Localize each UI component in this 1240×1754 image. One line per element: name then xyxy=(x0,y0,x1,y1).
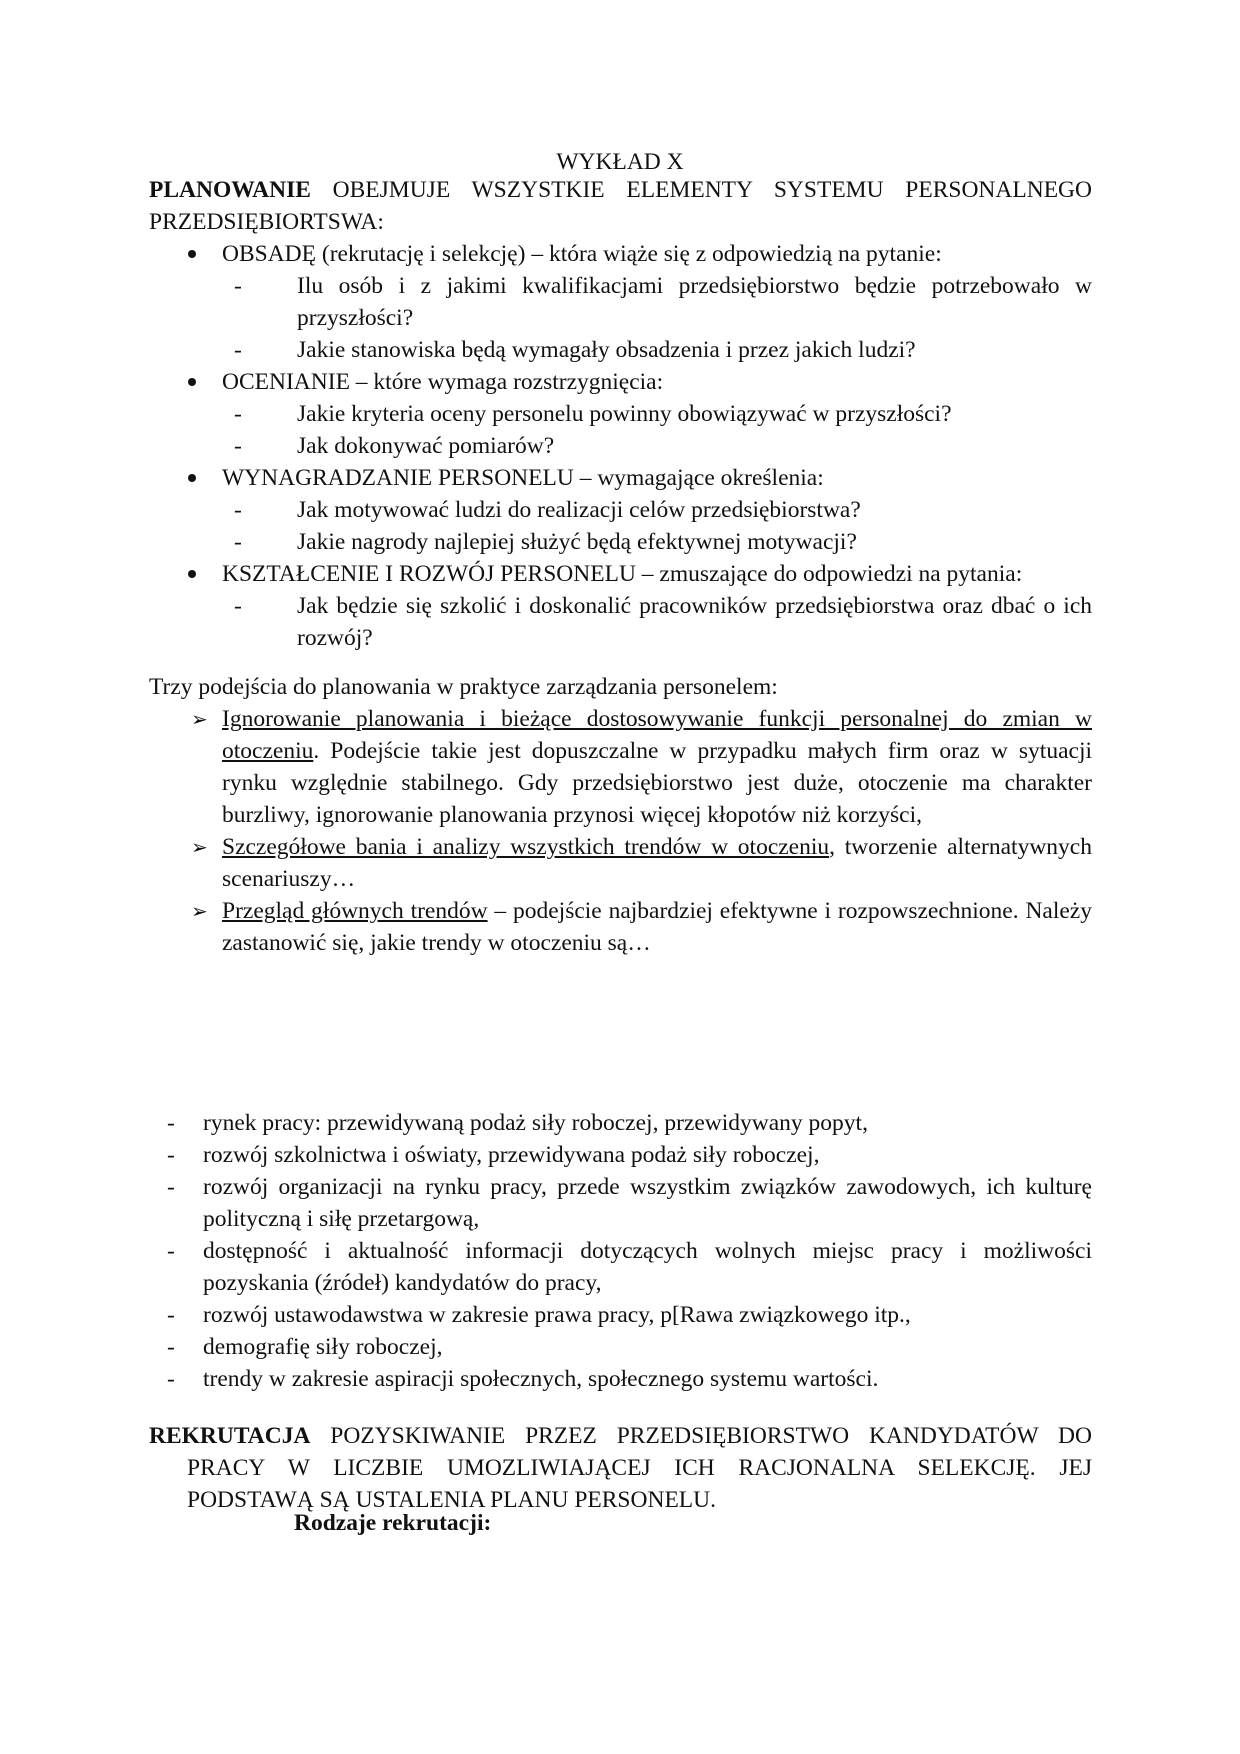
recruitment-heading-text: POZYSKIWANIE PRZEZ PRZEDSIĘBIORSTWO KANDYDATÓW DO PRACY W LICZBIE UMOZLIWIAJĄCEJ ICH RACJONALNA SELEKCJĘ. JEJ PODSTAWĄ SĄ USTALENIA PLANU PERSONELU. xyxy=(187,1423,1092,1513)
dash-icon: - xyxy=(167,1238,175,1264)
dash-icon: - xyxy=(167,1366,175,1392)
dash-icon: - xyxy=(234,497,242,523)
trend-item xyxy=(149,1171,1092,1235)
planning-subitem-text: Jakie kryteria oceny personelu powinny obowiązywać w przyszłości? xyxy=(297,401,952,427)
trend-item xyxy=(149,1363,1092,1395)
trend-text: rozwój organizacji na rynku pracy, przede wszystkim związków zawodowych, ich kulturę polityczną i siłę przetargową, xyxy=(203,1174,1092,1232)
trend-text: demografię siły roboczej, xyxy=(203,1334,443,1360)
planning-item-lead: OBSADĘ (rekrutację i selekcję) xyxy=(222,241,526,267)
planning-item-text: – zmuszające do odpowiedzi na pytania: xyxy=(635,561,1023,587)
planning-subitem-text: Jakie stanowiska będą wymagały obsadzenia i przez jakich ludzi? xyxy=(297,337,916,363)
recruitment-types-text: Rodzaje rekrutacji: xyxy=(294,1510,492,1536)
trend-item xyxy=(149,1331,1092,1363)
planning-item-text: – które wymaga rozstrzygnięcia: xyxy=(349,369,664,395)
bullet-icon xyxy=(188,250,196,258)
arrow-bullet-icon: ➢ xyxy=(191,707,208,731)
approach-text: . Podejście takie jest dopuszczalne w przypadku małych firm oraz w sytuacji rynku względnie stabilnego. Gdy przedsiębiorstwo jest duże, otoczenie ma charakter burzliwy, ignorowanie planowania przynosi więcej kłopotów niż korzyści, xyxy=(222,738,1092,828)
approach-item xyxy=(149,895,1092,959)
dash-icon: - xyxy=(167,1174,175,1200)
planning-heading-text: OBEJMUJE WSZYSTKIE ELEMENTY SYSTEMU PERSONALNEGO PRZEDSIĘBIORTSWA: xyxy=(149,177,1092,235)
dash-icon: - xyxy=(234,593,242,619)
planning-item-lead: WYNAGRADZANIE PERSONELU xyxy=(222,465,574,491)
planning-list xyxy=(149,238,1092,654)
approach-item xyxy=(149,831,1092,895)
planning-subitem-text: Jak motywować ludzi do realizacji celów przedsiębiorstwa? xyxy=(297,497,861,523)
planning-item-text: – która wiąże się z odpowiedzią na pytanie: xyxy=(525,241,942,267)
trend-text: rozwój szkolnictwa i oświaty, przewidywana podaż siły roboczej, xyxy=(203,1142,820,1168)
planning-subitem xyxy=(149,430,1092,462)
trend-text: rozwój ustawodawstwa w zakresie prawa pracy, p[Rawa związkowego itp., xyxy=(203,1302,911,1328)
approaches-list xyxy=(149,703,1092,959)
planning-heading xyxy=(149,174,1092,238)
approaches-intro: Trzy podejścia do planowania w praktyce zarządzania personelem: xyxy=(149,674,778,700)
planning-item xyxy=(149,462,1092,494)
planning-subitem-text: Jakie nagrody najlepiej służyć będą efektywnej motywacji? xyxy=(297,529,857,555)
planning-item-text: – wymagające określenia: xyxy=(573,465,824,491)
planning-subitem-text: Jak będzie się szkolić i doskonalić pracowników przedsiębiorstwa oraz dbać o ich rozwój? xyxy=(297,593,1092,651)
dash-icon: - xyxy=(167,1142,175,1168)
page-title: WYKŁAD X xyxy=(556,149,684,175)
arrow-bullet-icon: ➢ xyxy=(191,835,208,859)
bullet-icon xyxy=(188,570,196,578)
approach-title: Przegląd głównych trendów xyxy=(222,898,488,924)
dash-icon: - xyxy=(234,529,242,555)
bullet-icon xyxy=(188,378,196,386)
trend-text: rynek pracy: przewidywaną podaż siły roboczej, przewidywany popyt, xyxy=(203,1110,868,1136)
bullet-icon xyxy=(188,474,196,482)
dash-icon: - xyxy=(234,433,242,459)
planning-subitem xyxy=(149,494,1092,526)
planning-item-lead: OCENIANIE xyxy=(222,369,350,395)
recruitment-types-label xyxy=(294,1507,491,1539)
planning-subitem xyxy=(149,334,1092,366)
planning-item-lead: KSZTAŁCENIE I ROZWÓJ PERSONELU xyxy=(222,561,636,587)
planning-item xyxy=(149,238,1092,270)
planning-subitem xyxy=(149,270,1092,334)
planning-heading-bold: PLANOWANIE xyxy=(149,177,311,203)
trend-text: dostępność i aktualność informacji dotyczących wolnych miejsc pracy i możliwości pozyskania (źródeł) kandydatów do pracy, xyxy=(203,1238,1092,1296)
approach-item xyxy=(149,703,1092,831)
planning-subitem xyxy=(149,398,1092,430)
planning-subitem-text: Jak dokonywać pomiarów? xyxy=(297,433,555,459)
recruitment-heading-bold: REKRUTACJA xyxy=(149,1423,311,1449)
planning-subitem xyxy=(149,590,1092,654)
dash-icon: - xyxy=(234,337,242,363)
approach-text: , tworzenie alternatywnych scenariuszy… xyxy=(222,834,1092,892)
planning-item xyxy=(149,558,1092,590)
arrow-bullet-icon: ➢ xyxy=(191,899,208,923)
trends-list xyxy=(149,1107,1092,1395)
trend-item xyxy=(149,1107,1092,1139)
trend-item xyxy=(149,1235,1092,1299)
dash-icon: - xyxy=(167,1110,175,1136)
trend-text: trendy w zakresie aspiracji społecznych, społecznego systemu wartości. xyxy=(203,1366,879,1392)
planning-subitem-text: Ilu osób i z jakimi kwalifikacjami przedsiębiorstwo będzie potrzebowało w przyszłości? xyxy=(297,273,1092,331)
planning-item xyxy=(149,366,1092,398)
approach-title: Szczegółowe bania i analizy wszystkich trendów w otoczeniu xyxy=(222,834,830,860)
planning-subitem xyxy=(149,526,1092,558)
dash-icon: - xyxy=(234,273,242,299)
dash-icon: - xyxy=(234,401,242,427)
approach-text: – podejście najbardziej efektywne i rozpowszechnione. Należy zastanowić się, jakie trendy w otoczeniu są… xyxy=(222,898,1092,956)
recruitment-definition xyxy=(149,1420,1092,1516)
dash-icon: - xyxy=(167,1334,175,1360)
dash-icon: - xyxy=(167,1302,175,1328)
trend-item xyxy=(149,1139,1092,1171)
approach-title: Ignorowanie planowania i bieżące dostosowywanie funkcji personalnej do zmian w otoczeniu xyxy=(222,706,1092,764)
trend-item xyxy=(149,1299,1092,1331)
